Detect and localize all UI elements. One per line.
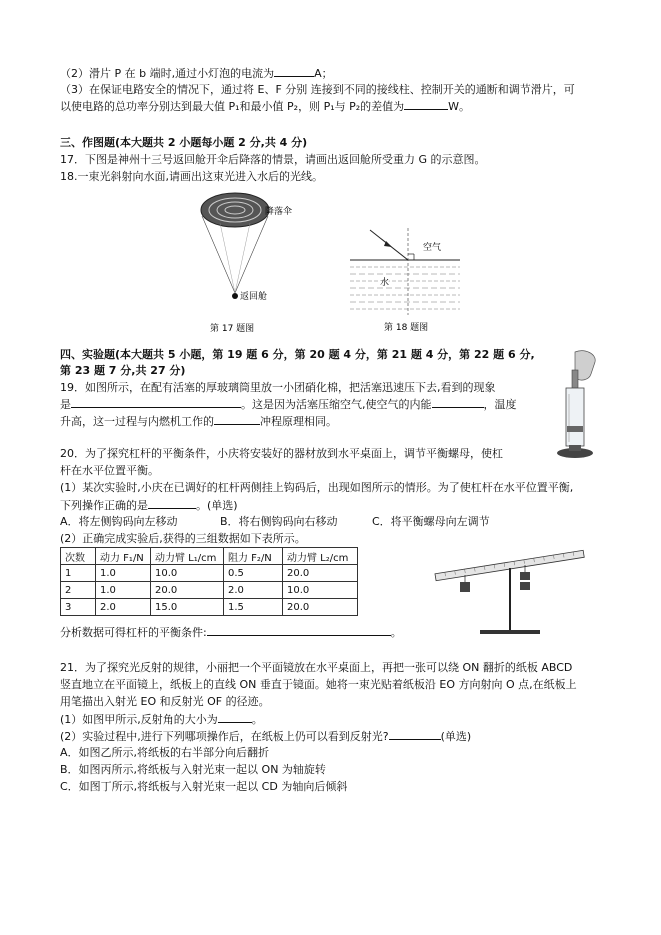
- q-prev-part3-line1: （3）在保证电路安全的情况下，通过将 E、F 分别 连接到不同的接线柱、控制开关的通断和调节滑片，可: [60, 83, 575, 96]
- table-cell: 20.0: [283, 565, 358, 582]
- table-header-cell: 动力 F₁/N: [96, 548, 151, 565]
- table-cell: 1: [61, 565, 96, 582]
- answer-blank[interactable]: [148, 497, 196, 509]
- fig18-caption: 第 18 题图: [384, 323, 429, 333]
- answer-blank[interactable]: [218, 711, 252, 723]
- q20-option-a[interactable]: A．将左侧钩码向左移动: [60, 515, 178, 528]
- answer-blank[interactable]: [389, 728, 441, 740]
- fig18-light-figure: [350, 220, 465, 340]
- q-prev-part2: （2）滑片 P 在 b 端时,通过小灯泡的电流为 A；: [60, 67, 333, 80]
- q17-text: 17．下图是神州十三号返回舱开伞后降落的情景，请画出返回舱所受重力 G 的示意图。: [60, 153, 486, 166]
- left-weight: [460, 582, 470, 592]
- capsule: [232, 293, 238, 299]
- fig17-caption: 第 17 题图: [210, 324, 255, 334]
- fig20-lever-figure: [425, 538, 600, 638]
- fig17-parachute-figure: [195, 190, 315, 340]
- right-weight-2: [520, 582, 530, 590]
- table-header-cell: 动力臂 L₁/cm: [151, 548, 224, 565]
- q21-part2: (2）实验过程中,进行下列哪项操作后，在纸板上仍可以看到反射光? (单选): [60, 730, 472, 743]
- table-header-cell: 次数: [61, 548, 96, 565]
- q20-option-c[interactable]: C．将平衡螺母向左调节: [372, 515, 490, 528]
- lever-data-table: [60, 547, 358, 616]
- capsule-label: 返回舱: [240, 292, 268, 302]
- table-cell: 1.0: [96, 565, 151, 582]
- table-header-cell: 动力臂 L₂/cm: [283, 548, 358, 565]
- fig19-piston-cylinder: [545, 348, 605, 463]
- q18-text: 18.一束光斜射向水面,请画出这束光进入水后的光线。: [60, 170, 323, 183]
- q20-conclusion: 分析数据可得杠杆的平衡条件: 。: [60, 626, 402, 639]
- water-label: 水: [380, 278, 390, 288]
- answer-blank[interactable]: [404, 98, 448, 110]
- table-cell: 20.0: [283, 599, 358, 616]
- q21-part1: (1）如图甲所示,反射角的大小为 。: [60, 713, 263, 726]
- q19-line2: 是 。这是因为活塞压缩空气,使空气的内能 ，温度: [60, 398, 517, 411]
- q19-line1: 19．如图所示，在配有活塞的厚玻璃筒里放一小团硝化棉，把活塞迅速压下去,看到的现象: [60, 381, 496, 394]
- q19-line3: 升高，这一过程与内燃机工作的 冲程原理相同。: [60, 415, 337, 428]
- table-cell: 15.0: [151, 599, 224, 616]
- parachute-label: 降落伞: [265, 207, 293, 217]
- table-cell: 2.0: [96, 599, 151, 616]
- answer-blank[interactable]: [71, 396, 241, 408]
- section4-heading-line1: 四、实验题(本大题共 5 小题，第 19 题 6 分，第 20 题 4 分，第 21 题 4 分，第 22 题 6 分,: [60, 348, 535, 361]
- table-cell: 10.0: [283, 582, 358, 599]
- answer-blank[interactable]: [432, 396, 484, 408]
- q20-option-b[interactable]: B．将右侧钩码向右移动: [220, 515, 338, 528]
- section4-heading-line2: 第 23 题 7 分,共 27 分): [60, 364, 186, 377]
- q-prev-part3-line2: 以使电路的总功率分别达到最大值 P₁和最小值 P₂，则 P₁与 P₂的差值为 W。: [60, 100, 471, 113]
- table-cell: 10.0: [151, 565, 224, 582]
- answer-blank[interactable]: [214, 413, 260, 425]
- section3-heading: 三、作图题(本大题共 2 小题每小题 2 分,共 4 分): [60, 136, 308, 149]
- right-weight-1: [520, 572, 530, 580]
- stand-base: [480, 630, 540, 634]
- air-label: 空气: [423, 243, 442, 253]
- q20-part1-line2: 下列操作正确的是 。(单选): [60, 499, 238, 512]
- table-row: [61, 565, 358, 582]
- q21-line2: 竖直地立在平面镜上，纸板上的直线 ON 垂直于镜面。她将一束光贴着纸板沿 EO 方向射向 O 点,在纸板上: [60, 678, 577, 691]
- q21-option-b[interactable]: B．如图丙所示,将纸板与入射光束一起以 ON 为轴旋转: [60, 763, 326, 776]
- table-row: [61, 582, 358, 599]
- table-cell: 3: [61, 599, 96, 616]
- table-header-cell: 阻力 F₂/N: [224, 548, 283, 565]
- table-cell: 0.5: [224, 565, 283, 582]
- q21-line3: 用笔描出入射光 EO 和反射光 OF 的径迹。: [60, 695, 270, 708]
- q20-line1: 20．为了探究杠杆的平衡条件，小庆将安装好的器材放到水平桌面上，调节平衡螺母，使杠: [60, 447, 503, 460]
- table-cell: 1.5: [224, 599, 283, 616]
- table-cell: 2.0: [224, 582, 283, 599]
- table-cell: 20.0: [151, 582, 224, 599]
- answer-blank[interactable]: [274, 65, 314, 77]
- q20-part2: (2）正确完成实验后,获得的三组数据如下表所示。: [60, 532, 306, 545]
- q20-part1-line1: (1）某次实验时,小庆在已调好的杠杆两侧挂上钩码后，出现如图所示的情形。为了使杠杆在水平位置平衡,: [60, 481, 574, 494]
- table-cell: 2: [61, 582, 96, 599]
- answer-blank[interactable]: [207, 624, 391, 636]
- table-cell: 1.0: [96, 582, 151, 599]
- q21-line1: 21．为了探究光反射的规律，小丽把一个平面镜放在水平桌面上，再把一张可以绕 ON 翻折的纸板 ABCD: [60, 661, 573, 674]
- table-row: [61, 599, 358, 616]
- q20-line2: 杆在水平位置平衡。: [60, 464, 159, 477]
- table-header-row: [61, 548, 358, 565]
- q21-option-a[interactable]: A．如图乙所示,将纸板的右半部分向后翻折: [60, 746, 270, 759]
- q21-option-c[interactable]: C．如图丁所示,将纸板与入射光束一起以 CD 为轴向后倾斜: [60, 780, 348, 793]
